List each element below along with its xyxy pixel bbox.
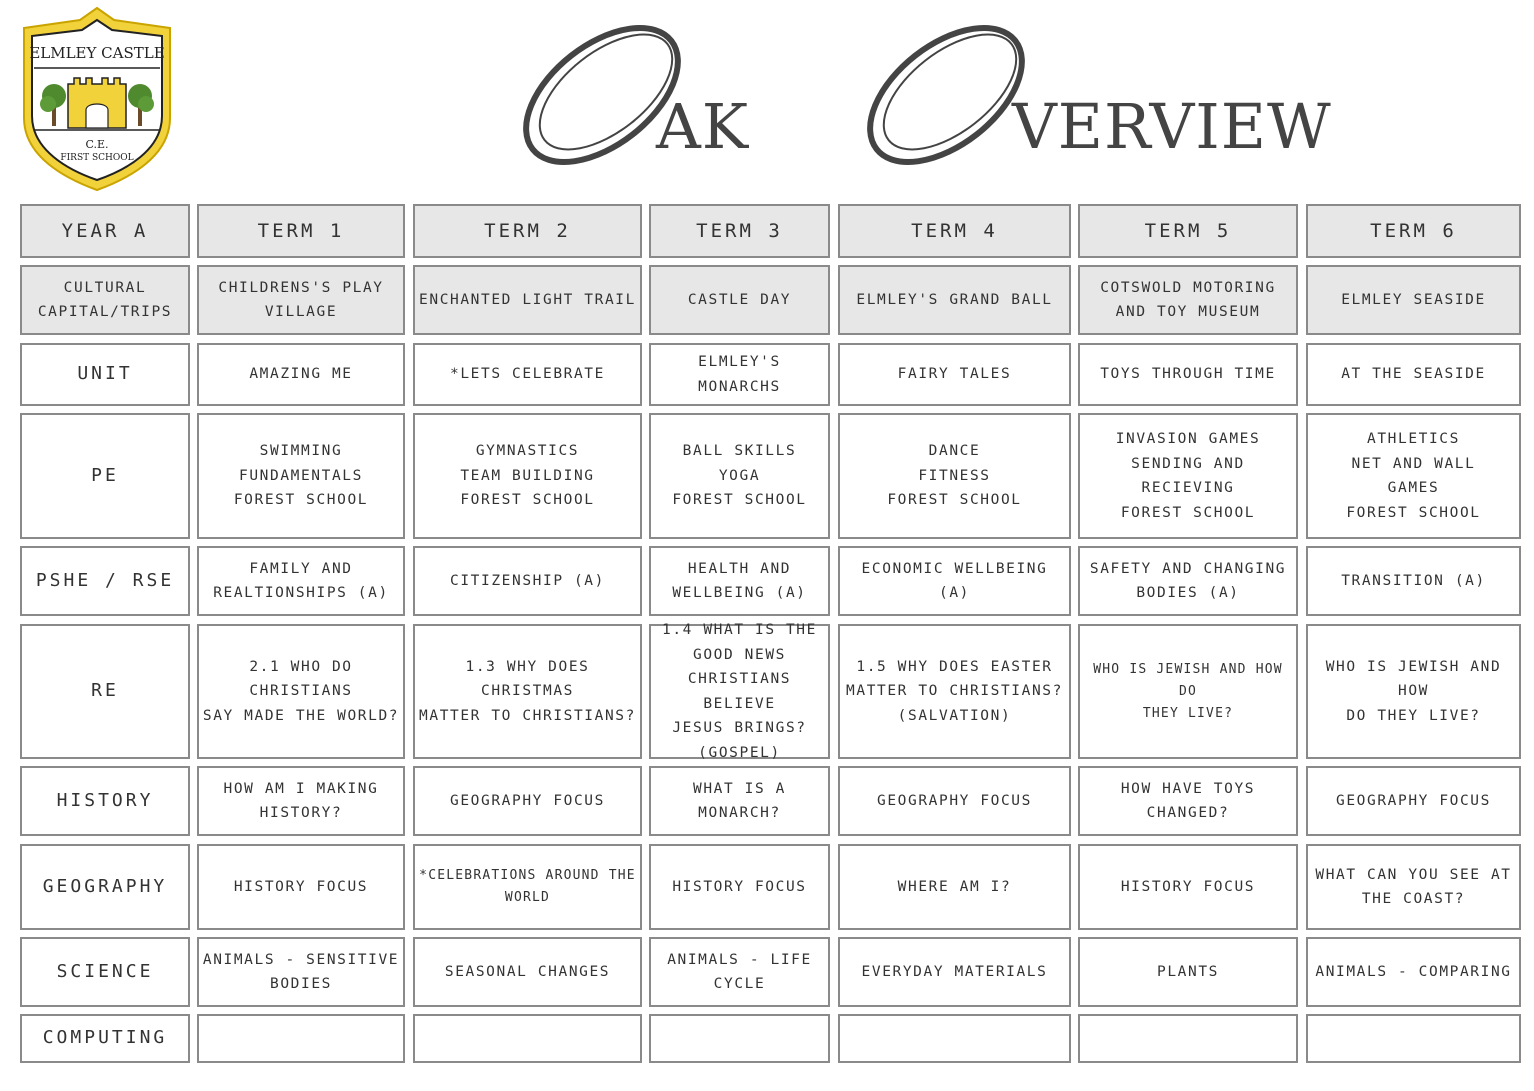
row-header-cultural-capital-trips: CULTURAL CAPITAL/TRIPS	[20, 265, 190, 335]
cell-science-term-5: PLANTS	[1078, 937, 1298, 1007]
cell-unit-term-4: FAIRY TALES	[838, 343, 1071, 406]
cell-science-term-6: ANIMALS - COMPARING	[1306, 937, 1521, 1007]
cell-pe-term-4: DANCE FITNESS FOREST SCHOOL	[838, 413, 1071, 539]
cell-cultural-capital-trips-term-5: COTSWOLD MOTORING AND TOY MUSEUM	[1078, 265, 1298, 335]
cell-history-term-6: GEOGRAPHY FOCUS	[1306, 766, 1521, 836]
cell-computing-term-6	[1306, 1014, 1521, 1063]
cell-pshe-rse-term-3: HEALTH AND WELLBEING (A)	[649, 546, 830, 616]
cell-pshe-rse-term-4: ECONOMIC WELLBEING (A)	[838, 546, 1071, 616]
title-oak-rest: AK	[656, 90, 750, 163]
cell-history-term-3: WHAT IS A MONARCH?	[649, 766, 830, 836]
cell-unit-term-5: TOYS THROUGH TIME	[1078, 343, 1298, 406]
cell-science-term-1: ANIMALS - SENSITIVE BODIES	[197, 937, 405, 1007]
cell-unit-term-6: AT THE SEASIDE	[1306, 343, 1521, 406]
cell-geography-term-1: HISTORY FOCUS	[197, 844, 405, 930]
column-header-term-4: TERM 4	[838, 204, 1071, 258]
cell-history-term-2: GEOGRAPHY FOCUS	[413, 766, 642, 836]
column-header-term-6: TERM 6	[1306, 204, 1521, 258]
column-header-term-2: TERM 2	[413, 204, 642, 258]
cell-pe-term-5: INVASION GAMES SENDING AND RECIEVING FOREST SCHOOL	[1078, 413, 1298, 539]
crest-first-school-text: FIRST SCHOOL	[60, 153, 134, 163]
cell-science-term-3: ANIMALS - LIFE CYCLE	[649, 937, 830, 1007]
cell-re-term-1: 2.1 WHO DO CHRISTIANS SAY MADE THE WORLD?	[197, 624, 405, 759]
title-word-overview	[856, 20, 1332, 170]
cell-re-term-5: WHO IS JEWISH AND HOW DO THEY LIVE?	[1078, 624, 1298, 759]
column-header-term-3: TERM 3	[649, 204, 830, 258]
column-header-year-a: YEAR A	[20, 204, 190, 258]
crest-ce-text: C.E.	[85, 138, 109, 151]
cell-computing-term-1	[197, 1014, 405, 1063]
cell-re-term-3: 1.4 WHAT IS THE GOOD NEWS CHRISTIANS BELIEVE JESUS BRINGS? (GOSPEL)	[649, 624, 830, 759]
row-header-pe: PE	[20, 413, 190, 539]
cell-geography-term-6: WHAT CAN YOU SEE AT THE COAST?	[1306, 844, 1521, 930]
cell-geography-term-5: HISTORY FOCUS	[1078, 844, 1298, 930]
cell-unit-term-3: ELMLEY'S MONARCHS	[649, 343, 830, 406]
title-word-oak	[512, 20, 752, 170]
row-header-unit: UNIT	[20, 343, 190, 406]
cell-pshe-rse-term-5: SAFETY AND CHANGING BODIES (A)	[1078, 546, 1298, 616]
cell-re-term-4: 1.5 WHY DOES EASTER MATTER TO CHRISTIANS? (SALVATION)	[838, 624, 1071, 759]
cell-computing-term-3	[649, 1014, 830, 1063]
cell-geography-term-2: *CELEBRATIONS AROUND THE WORLD	[413, 844, 642, 930]
cell-unit-term-1: AMAZING ME	[197, 343, 405, 406]
cell-re-term-6: WHO IS JEWISH AND HOW DO THEY LIVE?	[1306, 624, 1521, 759]
row-header-history: HISTORY	[20, 766, 190, 836]
column-header-term-1: TERM 1	[197, 204, 405, 258]
cell-cultural-capital-trips-term-3: CASTLE DAY	[649, 265, 830, 335]
cell-history-term-1: HOW AM I MAKING HISTORY?	[197, 766, 405, 836]
cell-cultural-capital-trips-term-2: ENCHANTED LIGHT TRAIL	[413, 265, 642, 335]
cell-cultural-capital-trips-term-4: ELMLEY'S GRAND BALL	[838, 265, 1071, 335]
title-overview-initial: O	[856, 20, 857, 21]
row-header-pshe-rse: PSHE / RSE	[20, 546, 190, 616]
cell-unit-term-2: *LETS CELEBRATE	[413, 343, 642, 406]
cell-pshe-rse-term-1: FAMILY AND REALTIONSHIPS (A)	[197, 546, 405, 616]
cell-cultural-capital-trips-term-6: ELMLEY SEASIDE	[1306, 265, 1521, 335]
cell-pe-term-2: GYMNASTICS TEAM BUILDING FOREST SCHOOL	[413, 413, 642, 539]
cell-pe-term-6: ATHLETICS NET AND WALL GAMES FOREST SCHOOL	[1306, 413, 1521, 539]
cell-science-term-2: SEASONAL CHANGES	[413, 937, 642, 1007]
row-header-geography: GEOGRAPHY	[20, 844, 190, 930]
cell-pe-term-1: SWIMMING FUNDAMENTALS FOREST SCHOOL	[197, 413, 405, 539]
crest-school-name: ELMLEY CASTLE	[29, 44, 165, 62]
cell-re-term-2: 1.3 WHY DOES CHRISTMAS MATTER TO CHRISTIANS?	[413, 624, 642, 759]
school-crest-logo	[18, 6, 176, 192]
column-header-term-5: TERM 5	[1078, 204, 1298, 258]
cell-science-term-4: EVERYDAY MATERIALS	[838, 937, 1071, 1007]
cell-pshe-rse-term-6: TRANSITION (A)	[1306, 546, 1521, 616]
cell-geography-term-3: HISTORY FOCUS	[649, 844, 830, 930]
row-header-science: SCIENCE	[20, 937, 190, 1007]
row-header-re: RE	[20, 624, 190, 759]
cell-computing-term-5	[1078, 1014, 1298, 1063]
cell-cultural-capital-trips-term-1: CHILDRENS'S PLAY VILLAGE	[197, 265, 405, 335]
cell-computing-term-2	[413, 1014, 642, 1063]
row-header-computing: COMPUTING	[20, 1014, 190, 1063]
cell-geography-term-4: WHERE AM I?	[838, 844, 1071, 930]
cell-pshe-rse-term-2: CITIZENSHIP (A)	[413, 546, 642, 616]
cell-history-term-4: GEOGRAPHY FOCUS	[838, 766, 1071, 836]
title-oak-initial: O	[512, 20, 513, 21]
ornate-o-initial-icon	[856, 20, 1036, 170]
cell-computing-term-4	[838, 1014, 1071, 1063]
title-overview-rest: VERVIEW	[1012, 90, 1332, 163]
cell-pe-term-3: BALL SKILLS YOGA FOREST SCHOOL	[649, 413, 830, 539]
cell-history-term-5: HOW HAVE TOYS CHANGED?	[1078, 766, 1298, 836]
